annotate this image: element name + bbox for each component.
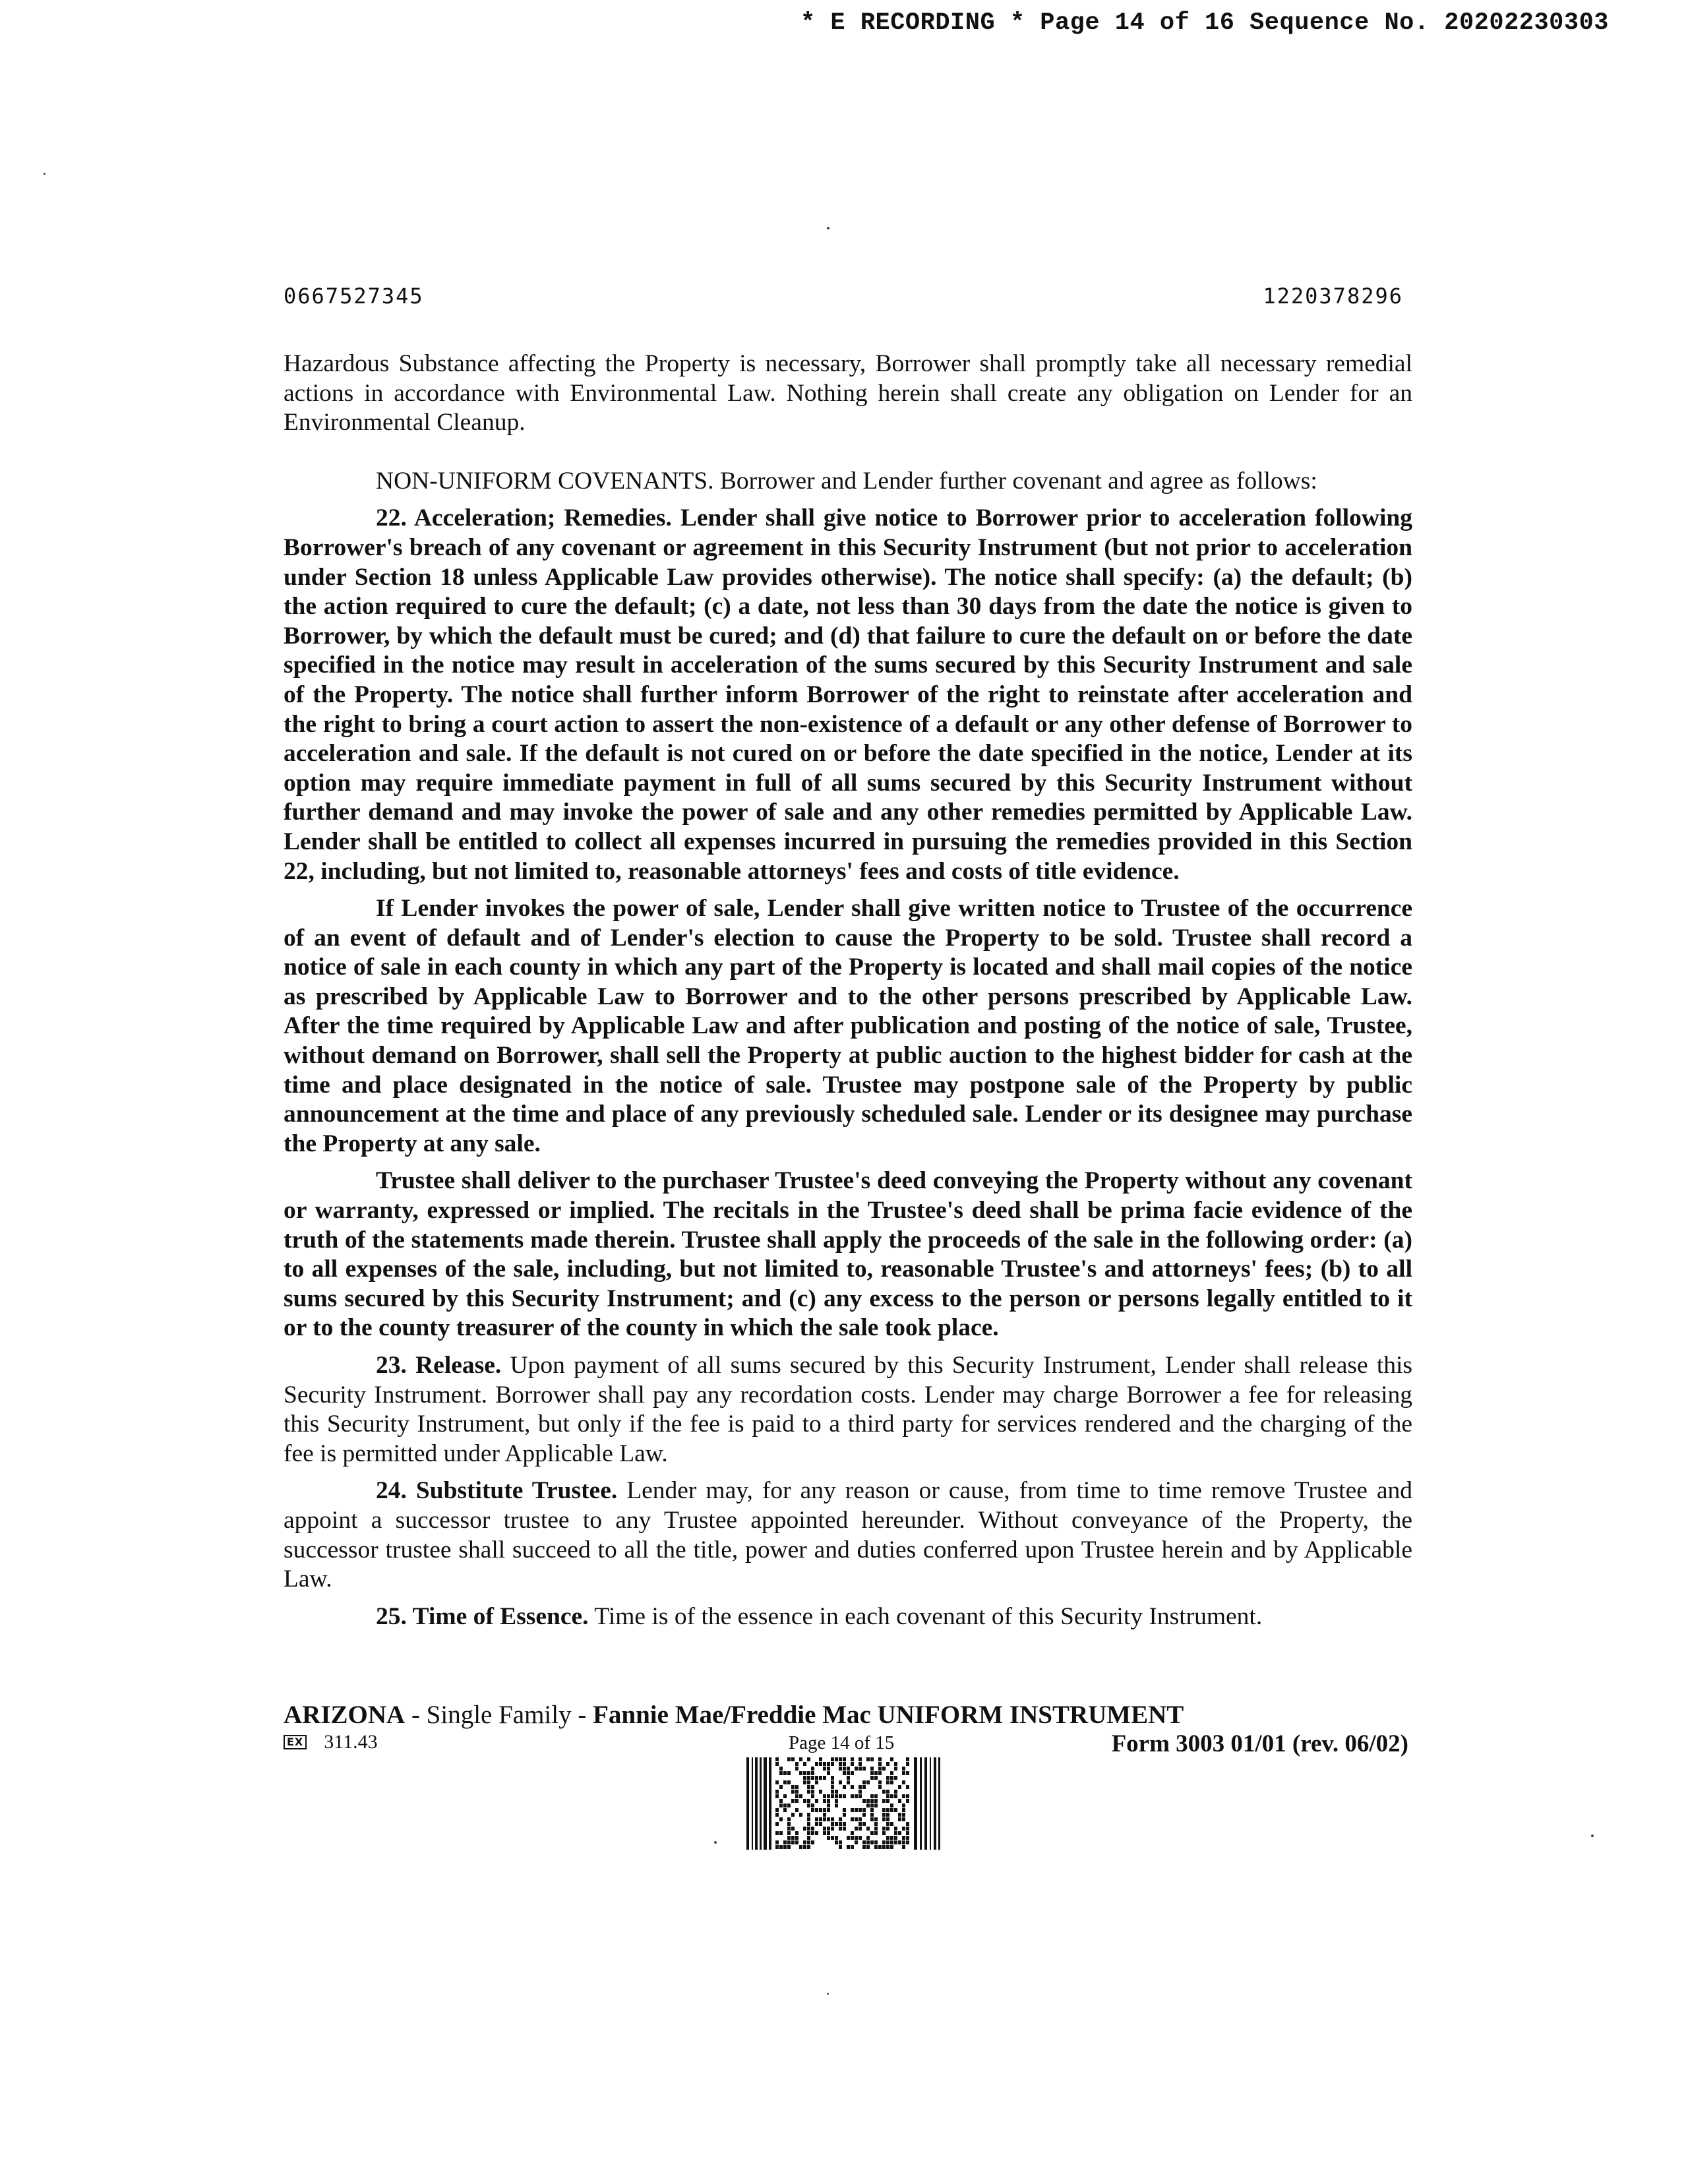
section-22-paragraph [284, 504, 1412, 886]
non-uniform-covenants-intro: NON-UNIFORM COVENANTS. Borrower and Lender further covenant and agree as follows: [376, 467, 1317, 495]
section-25-paragraph [284, 1602, 1412, 1632]
section-24-paragraph [284, 1476, 1412, 1594]
form-code-number: 311.43 [324, 1731, 378, 1753]
footer-instrument: Fannie Mae/Freddie Mac UNIFORM INSTRUMENT [593, 1701, 1184, 1729]
section-24-heading: 24. Substitute Trustee. [376, 1477, 618, 1505]
page-count: Page 14 of 15 [789, 1732, 895, 1753]
form-logo-icon: EX [284, 1735, 307, 1749]
section-25-text: Time is of the essence in each covenant of this Security Instrument. [588, 1602, 1263, 1630]
section-22-text: Lender shall give notice to Borrower prior to acceleration following Borrower's breach of any covenant or agreement in this Security Instrument (but not prior to acceleration under Section 18 unless Applicable Law provides otherwise). The notice shall specify: (a) the default; (b) the action required to cure the default; (c) a date, not less than 30 days from the date the notice is given to Borrower, by which the default must be cured; and (d) that failure to cure the default on or before the date specified in the notice may result in acceleration of the sums secured by this Security Instrument and sale of the Property. The notice shall further inform Borrower of the right to reinstate after acceleration and the right to bring a court action to assert the non-existence of a default or any other defense of Borrower to acceleration and sale. If the default is not cured on or before the date specified in the notice, Lender at its option may require immediate payment in full of all sums secured by this Security Instrument without further demand and may invoke the power of sale and any other remedies permitted by Applicable Law. Lender shall be entitled to collect all expenses incurred in pursuing the remedies provided in this Section 22, including, but not limited to, reasonable attorneys' fees and costs of title evidence. [284, 504, 1412, 885]
scan-speck [44, 173, 45, 175]
form-code [284, 1731, 378, 1753]
footer-state: ARIZONA [284, 1701, 406, 1729]
recording-header: * E RECORDING * Page 14 of 16 Sequence No. 20202230303 [800, 9, 1609, 37]
form-number: Form 3003 01/01 (rev. 06/02) [1111, 1730, 1408, 1757]
section-25-heading: 25. Time of Essence. [376, 1602, 589, 1630]
section-24-text: Lender may, for any reason or cause, from time to time remove Trustee and appoint a successor trustee to any Trustee appointed hereunder. Without conveyance of the Property, the successor trustee shall succeed to all the title, power and duties conferred upon Trustee herein and by Applicable Law. [284, 1477, 1413, 1593]
scan-speck [827, 227, 829, 229]
footer-middle: - Single Family - [405, 1701, 593, 1729]
loan-number-right: 1220378296 [1263, 284, 1403, 309]
loan-number-left: 0667527345 [284, 284, 424, 309]
section-23-heading: 23. Release. [376, 1352, 502, 1379]
barcode-icon [746, 1757, 942, 1850]
power-of-sale-paragraph: If Lender invokes the power of sale, Lender shall give written notice to Trustee of the occurrence of an event of default and of Lender's election to cause the Property to be sold. Trustee shall record a notice of sale in each county in which any part of the Property is located and shall mail copies of the notice as prescribed by Applicable Law to Borrower and to the other persons prescribed by Applicable Law. After the time required by Applicable Law and after publication and posting of the notice of sale, Trustee, without demand on Borrower, shall sell the Property at public auction to the highest bidder for cash at the time and place designated in the notice of sale. Trustee may postpone sale of the Property by public announcement at the time and place of any previously scheduled sale. Lender or its designee may purchase the Property at any sale. [284, 895, 1412, 1157]
footer-title [284, 1700, 1184, 1730]
section-22-heading: 22. Acceleration; Remedies. [376, 504, 672, 532]
scan-speck [827, 1993, 829, 1995]
section-23-text: Upon payment of all sums secured by this Security Instrument, Lender shall release this Security Instrument. Borrower shall pay any recordation costs. Lender may charge Borrower a fee for releasing this Security Instrument, but only if the fee is paid to a third party for services rendered and the charging of the fee is permitted under Applicable Law. [284, 1352, 1413, 1467]
section-23-paragraph [284, 1351, 1412, 1469]
trustee-deed-paragraph: Trustee shall deliver to the purchaser Trustee's deed conveying the Property without any covenant or warranty, expressed or implied. The recitals in the Trustee's deed shall be prima facie evidence of the truth of the statements made therein. Trustee shall apply the proceeds of the sale in the following order: (a) to all expenses of the sale, including, but not limited to, reasonable Trustee's and attorneys' fees; (b) to all sums secured by this Security Instrument; and (c) any excess to the person or persons legally entitled to it or to the county treasurer of the county in which the sale took place. [284, 1167, 1412, 1342]
document-body [284, 349, 1412, 1631]
scan-speck [714, 1841, 717, 1844]
scan-speck [1591, 1835, 1594, 1837]
paragraph-hazardous-continuation: Hazardous Substance affecting the Property is necessary, Borrower shall promptly take all necessary remedial actions in accordance with Environmental Law. Nothing herein shall create any obligation on Lender for an Environmental Cleanup. [284, 350, 1412, 437]
